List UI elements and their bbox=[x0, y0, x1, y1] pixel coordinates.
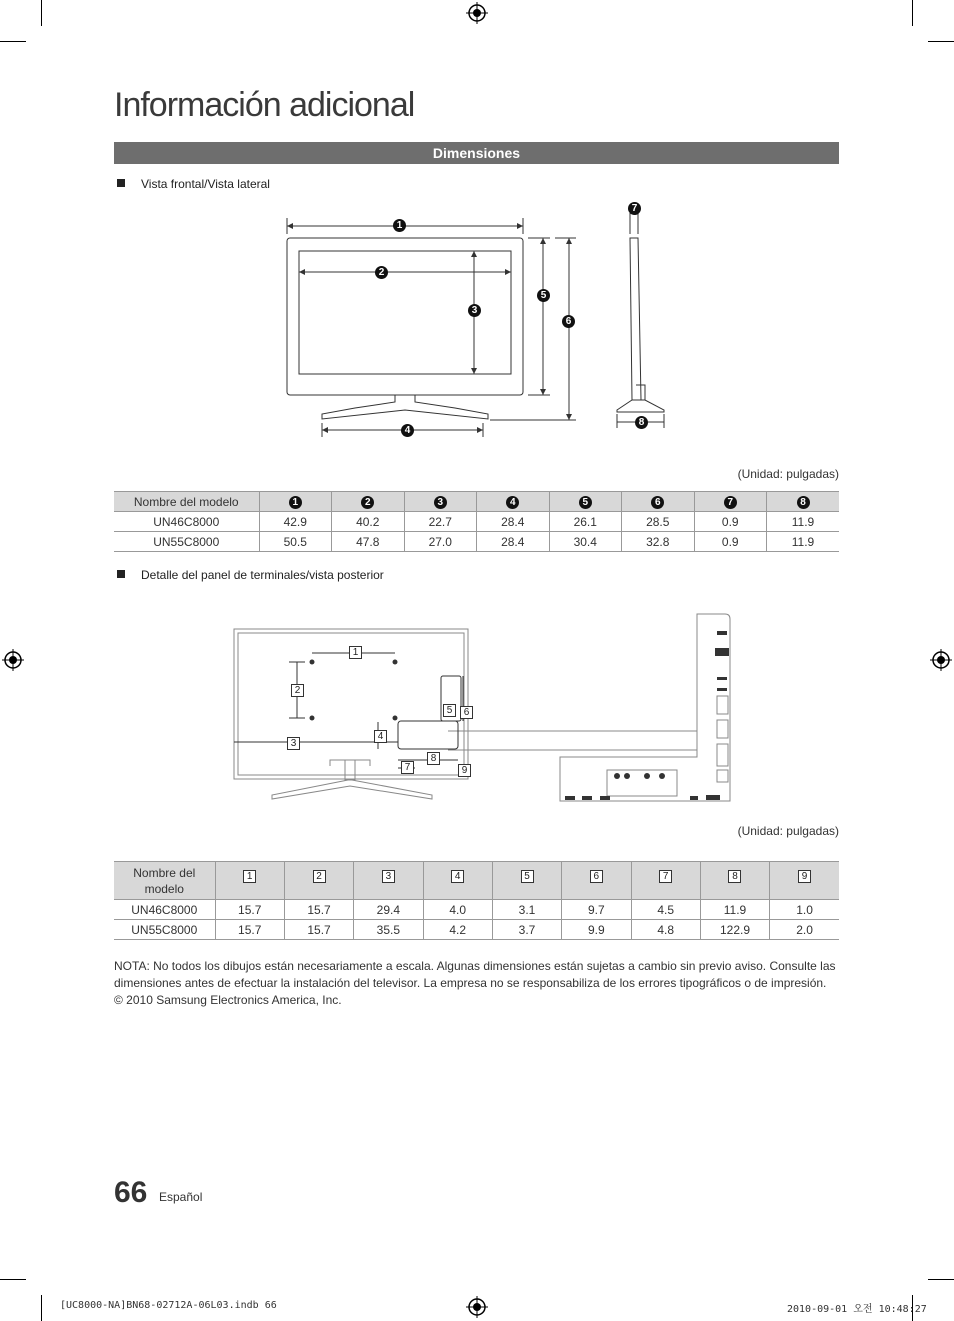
table-cell: 2.0 bbox=[770, 920, 839, 940]
footer-timestamp: 2010-09-01 오전 10:48:27 bbox=[787, 1304, 927, 1315]
rear-view-heading bbox=[117, 568, 384, 582]
table-cell: 4.5 bbox=[631, 900, 700, 920]
callout-8: 8 bbox=[635, 416, 648, 429]
page-title: Información adicional bbox=[114, 86, 415, 124]
table-cell: 15.7 bbox=[284, 900, 353, 920]
registration-mark-icon bbox=[2, 649, 24, 671]
column-callout: 1 bbox=[243, 870, 256, 883]
table-cell: 15.7 bbox=[215, 920, 284, 940]
note-block bbox=[114, 958, 839, 1009]
table-cell: 9.9 bbox=[562, 920, 631, 940]
column-callout: 8 bbox=[728, 870, 741, 883]
table-cell: 32.8 bbox=[622, 532, 695, 552]
table-cell: 0.9 bbox=[694, 512, 767, 532]
footer-file: [UC8000-NA]BN68-02712A-06L03.indb 66 bbox=[60, 1300, 277, 1311]
callout-box-4: 4 bbox=[374, 730, 387, 743]
column-callout: 7 bbox=[659, 870, 672, 883]
table-cell: UN46C8000 bbox=[114, 512, 259, 532]
column-callout: 2 bbox=[361, 496, 374, 509]
table-cell: 29.4 bbox=[354, 900, 423, 920]
table-cell: 27.0 bbox=[404, 532, 477, 552]
column-callout: 4 bbox=[506, 496, 519, 509]
callout-1: 1 bbox=[393, 219, 406, 232]
crop-mark bbox=[0, 1279, 26, 1280]
crop-mark bbox=[928, 41, 954, 42]
front-view-heading bbox=[117, 177, 270, 191]
section-bar: Dimensiones bbox=[114, 142, 839, 164]
registration-mark-icon bbox=[930, 649, 952, 671]
callout-box-9: 9 bbox=[458, 764, 471, 777]
table-cell: 47.8 bbox=[332, 532, 405, 552]
table-cell: UN46C8000 bbox=[114, 900, 215, 920]
table-header-cell: Nombre del modelo bbox=[114, 492, 259, 512]
table-cell: 28.4 bbox=[477, 512, 550, 532]
table-header-row bbox=[114, 862, 839, 900]
table-header-cell: Nombre del modelo bbox=[114, 862, 215, 900]
table-cell: 35.5 bbox=[354, 920, 423, 940]
table-cell: 28.4 bbox=[477, 532, 550, 552]
callout-box-1: 1 bbox=[349, 646, 362, 659]
crop-mark bbox=[41, 0, 42, 26]
table-cell: 42.9 bbox=[259, 512, 332, 532]
table-cell: 11.9 bbox=[700, 900, 769, 920]
column-callout: 2 bbox=[313, 870, 326, 883]
crop-mark bbox=[41, 1295, 42, 1321]
table-cell: 11.9 bbox=[767, 512, 840, 532]
table-cell: 3.7 bbox=[492, 920, 561, 940]
table-cell: 50.5 bbox=[259, 532, 332, 552]
table-cell: 1.0 bbox=[770, 900, 839, 920]
table-cell: 11.9 bbox=[767, 532, 840, 552]
column-callout: 9 bbox=[798, 870, 811, 883]
bullet-square-icon bbox=[117, 179, 125, 187]
table-cell: 4.0 bbox=[423, 900, 492, 920]
front-view-heading-text: Vista frontal/Vista lateral bbox=[141, 177, 270, 191]
table-header-row bbox=[114, 492, 839, 512]
column-callout: 3 bbox=[382, 870, 395, 883]
crop-mark bbox=[912, 0, 913, 26]
unit-label: (Unidad: pulgadas) bbox=[737, 824, 839, 838]
table-row bbox=[114, 900, 839, 920]
front-side-diagram bbox=[270, 196, 690, 441]
table-cell: 30.4 bbox=[549, 532, 622, 552]
crop-mark bbox=[0, 41, 26, 42]
table-cell: UN55C8000 bbox=[114, 532, 259, 552]
rear-panel-diagram bbox=[228, 610, 738, 810]
callout-3: 3 bbox=[468, 304, 481, 317]
callout-box-8: 8 bbox=[427, 752, 440, 765]
table-cell: 9.7 bbox=[562, 900, 631, 920]
callout-box-3: 3 bbox=[287, 737, 300, 750]
callout-box-5: 5 bbox=[443, 704, 456, 717]
column-callout: 5 bbox=[521, 870, 534, 883]
table-row bbox=[114, 532, 839, 552]
callout-7: 7 bbox=[628, 202, 641, 215]
column-callout: 5 bbox=[579, 496, 592, 509]
dimensions-table bbox=[114, 491, 839, 552]
table-cell: 4.8 bbox=[631, 920, 700, 940]
table-cell: 26.1 bbox=[549, 512, 622, 532]
table-cell: 3.1 bbox=[492, 900, 561, 920]
note-line: NOTA: No todos los dibujos están necesariamente a escala. Algunas dimensiones están sujetas a cambio sin previo aviso. Consulte las bbox=[114, 959, 836, 973]
column-callout: 6 bbox=[590, 870, 603, 883]
column-callout: 8 bbox=[797, 496, 810, 509]
callout-4: 4 bbox=[401, 424, 414, 437]
column-callout: 6 bbox=[651, 496, 664, 509]
table-cell: 0.9 bbox=[694, 532, 767, 552]
table-cell: 15.7 bbox=[284, 920, 353, 940]
callout-6: 6 bbox=[562, 315, 575, 328]
page-language: Español bbox=[159, 1190, 203, 1204]
callout-box-2: 2 bbox=[291, 684, 304, 697]
column-callout: 4 bbox=[451, 870, 464, 883]
dimensions-table bbox=[114, 861, 839, 940]
table-cell: 28.5 bbox=[622, 512, 695, 532]
bullet-square-icon bbox=[117, 570, 125, 578]
note-line: dimensiones antes de efectuar la instalación del televisor. La empresa no se responsabiliza de los errores tipográficos o de impresión. bbox=[114, 976, 827, 990]
crop-mark bbox=[928, 1279, 954, 1280]
callout-5: 5 bbox=[537, 289, 550, 302]
rear-view-heading-text: Detalle del panel de terminales/vista posterior bbox=[141, 568, 384, 582]
table-cell: 40.2 bbox=[332, 512, 405, 532]
table-cell: 22.7 bbox=[404, 512, 477, 532]
callout-box-7: 7 bbox=[401, 761, 414, 774]
column-callout: 3 bbox=[434, 496, 447, 509]
unit-label: (Unidad: pulgadas) bbox=[737, 467, 839, 481]
callout-box-6: 6 bbox=[460, 706, 473, 719]
page-number: 66 bbox=[114, 1176, 148, 1209]
table-row bbox=[114, 512, 839, 532]
table-cell: 122.9 bbox=[700, 920, 769, 940]
table-cell: UN55C8000 bbox=[114, 920, 215, 940]
copyright: © 2010 Samsung Electronics America, Inc. bbox=[114, 993, 342, 1007]
table-cell: 4.2 bbox=[423, 920, 492, 940]
table-cell: 15.7 bbox=[215, 900, 284, 920]
registration-mark-icon bbox=[466, 1296, 488, 1318]
table-row bbox=[114, 920, 839, 940]
callout-2: 2 bbox=[375, 266, 388, 279]
column-callout: 7 bbox=[724, 496, 737, 509]
column-callout: 1 bbox=[289, 496, 302, 509]
registration-mark-icon bbox=[466, 2, 488, 24]
